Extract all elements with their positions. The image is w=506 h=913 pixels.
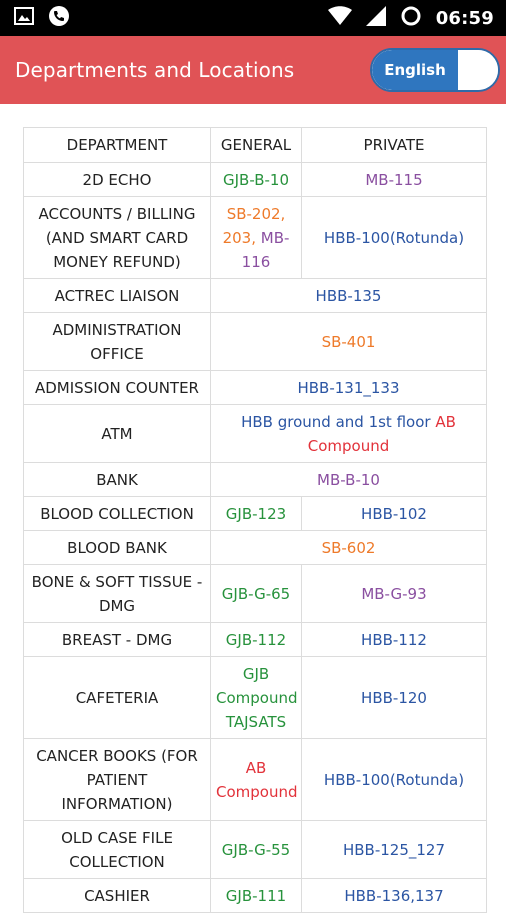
general-location-cell xyxy=(211,197,302,279)
sync-icon xyxy=(400,5,422,31)
table-row xyxy=(24,879,487,913)
header-private: PRIVATE xyxy=(302,128,487,163)
image-icon xyxy=(14,7,34,29)
department-cell: ADMINISTRATION OFFICE xyxy=(24,313,211,371)
department-cell: BONE & SOFT TISSUE - DMG xyxy=(24,565,211,623)
page-title: Departments and Locations xyxy=(15,58,295,82)
department-cell: ATM xyxy=(24,405,211,463)
general-location-cell: GJB-123 xyxy=(211,497,302,531)
general-location-cell: GJB-B-10 xyxy=(211,163,302,197)
table-row xyxy=(24,163,487,197)
department-cell: BANK xyxy=(24,463,211,497)
private-location-cell: MB-115 xyxy=(302,163,487,197)
private-location-cell: HBB-102 xyxy=(302,497,487,531)
general-location-cell: GJB-G-55 xyxy=(211,821,302,879)
table-row xyxy=(24,565,487,623)
table-row xyxy=(24,821,487,879)
private-location-cell: HBB-100(Rotunda) xyxy=(302,197,487,279)
location-part: HBB ground and 1st floor xyxy=(241,412,431,431)
private-location-cell: HBB-112 xyxy=(302,623,487,657)
general-location-cell: GJB-112 xyxy=(211,623,302,657)
shared-location-cell: SB-401 xyxy=(211,313,487,371)
toggle-knob xyxy=(458,50,498,90)
signal-icon xyxy=(366,6,386,30)
table-row xyxy=(24,657,487,739)
table-row xyxy=(24,531,487,565)
private-location-cell: HBB-100(Rotunda) xyxy=(302,739,487,821)
general-location-cell: AB Compound xyxy=(211,739,302,821)
general-location-cell: GJB-111 xyxy=(211,879,302,913)
department-cell: BLOOD BANK xyxy=(24,531,211,565)
general-location-cell: GJB Compound TAJSATS xyxy=(211,657,302,739)
shared-location-cell: SB-602 xyxy=(211,531,487,565)
department-cell: CAFETERIA xyxy=(24,657,211,739)
table-row xyxy=(24,197,487,279)
shared-location-cell: HBB-135 xyxy=(211,279,487,313)
department-cell: 2D ECHO xyxy=(24,163,211,197)
app-bar xyxy=(0,36,506,104)
departments-table xyxy=(23,127,487,913)
department-cell: OLD CASE FILE COLLECTION xyxy=(24,821,211,879)
private-location-cell: HBB-120 xyxy=(302,657,487,739)
private-location-cell: MB-G-93 xyxy=(302,565,487,623)
phone-call-icon xyxy=(48,5,70,31)
location-part: SB-202, 203, xyxy=(222,204,286,247)
table-row xyxy=(24,313,487,371)
table-row xyxy=(24,497,487,531)
table-row xyxy=(24,623,487,657)
department-cell: ACCOUNTS / BILLING (AND SMART CARD MONEY REFUND) xyxy=(24,197,211,279)
general-location-cell: GJB-G-65 xyxy=(211,565,302,623)
clock-time: 06:59 xyxy=(435,7,494,29)
table-row xyxy=(24,405,487,463)
table-header-row xyxy=(24,128,487,163)
language-toggle-label: English xyxy=(372,50,458,90)
table-row xyxy=(24,739,487,821)
department-cell: BLOOD COLLECTION xyxy=(24,497,211,531)
department-cell: CASHIER xyxy=(24,879,211,913)
department-cell: ADMISSION COUNTER xyxy=(24,371,211,405)
shared-location-cell: HBB-131_133 xyxy=(211,371,487,405)
table-row xyxy=(24,371,487,405)
department-cell: BREAST - DMG xyxy=(24,623,211,657)
departments-table-container xyxy=(23,127,486,913)
shared-location-cell xyxy=(211,405,487,463)
shared-location-cell: MB-B-10 xyxy=(211,463,487,497)
department-cell: CANCER BOOKS (FOR PATIENT INFORMATION) xyxy=(24,739,211,821)
wifi-icon xyxy=(328,6,352,30)
location-part: AB Compound xyxy=(307,412,456,455)
status-bar xyxy=(0,0,506,36)
table-row xyxy=(24,463,487,497)
header-general: GENERAL xyxy=(211,128,302,163)
table-row xyxy=(24,279,487,313)
language-toggle[interactable] xyxy=(370,48,500,92)
department-cell: ACTREC LIAISON xyxy=(24,279,211,313)
location-part: MB-116 xyxy=(241,228,290,271)
private-location-cell: HBB-136,137 xyxy=(302,879,487,913)
private-location-cell: HBB-125_127 xyxy=(302,821,487,879)
header-department: DEPARTMENT xyxy=(24,128,211,163)
